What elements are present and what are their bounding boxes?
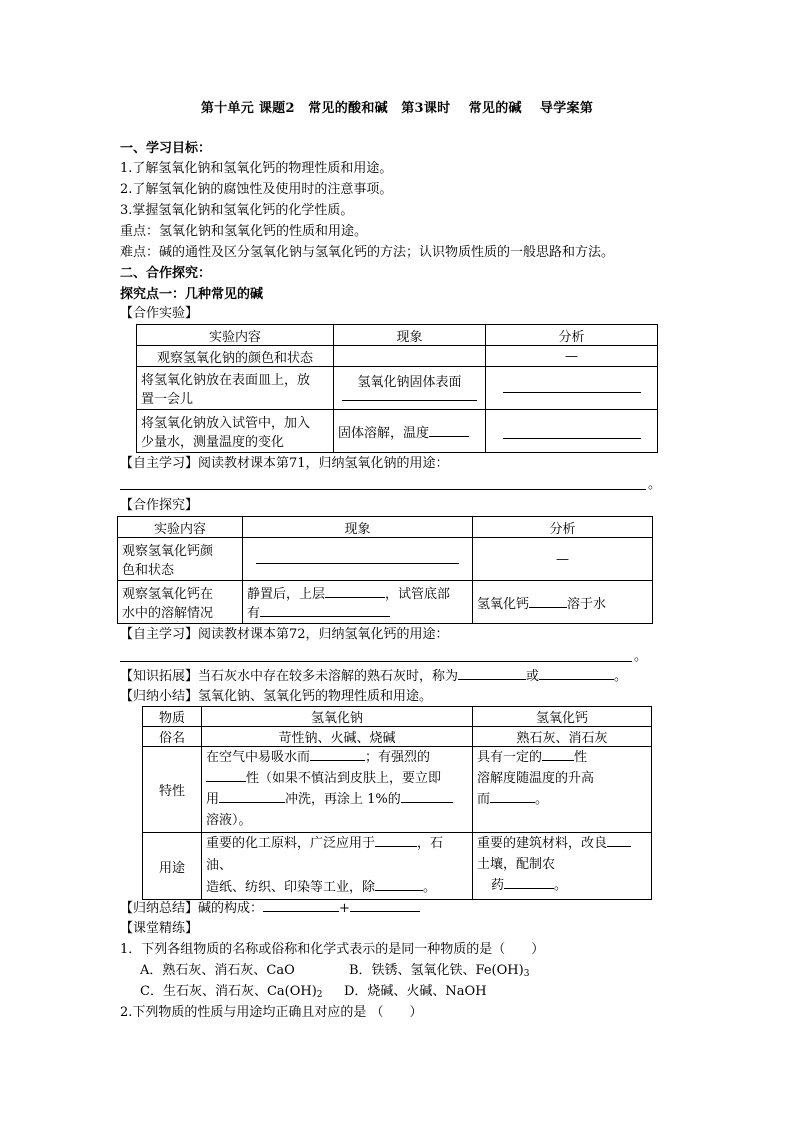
t1-r2-phenomenon (334, 367, 486, 410)
goal-item-3: 3.掌握氢氧化钠和氢氧化钙的化学性质。 (120, 203, 354, 218)
t3-prop-caoh (473, 747, 652, 833)
coop-experiment-label: 【合作实验】 (120, 306, 199, 321)
caoh-experiment-table (117, 516, 653, 624)
t3-use-naoh (202, 833, 473, 900)
t3-prop-label: 特性 (143, 747, 202, 833)
t3-prop-caoh-line3 (477, 789, 647, 810)
t2-header-content: 实验内容 (118, 517, 243, 538)
t3-use-caoh-text1: 重要的建筑材料，改良 (477, 836, 608, 851)
t1-r2-analysis (486, 367, 658, 410)
knowledge-blank-1 (458, 667, 526, 680)
t2-header-analysis: 分析 (473, 517, 653, 538)
t1-r3-content (137, 410, 334, 453)
t3-prop-naoh-text3: 性（如果不慎沾到皮肤上，要立即 (246, 771, 442, 786)
t3-prop-caoh-text4: 而 (477, 792, 491, 807)
difficulty: 难点：碱的通性及区分氢氧化钠与氢氧化钙的方法；认识物质性质的一般思路和方法。 (120, 245, 615, 260)
t1-r3-phenomenon (334, 410, 486, 453)
t3-use-naoh-text1: 重要的化工原料，广泛应用于 (206, 836, 376, 851)
t3-prop-caoh-text1: 具有一定的 (477, 750, 543, 765)
goal-item-1: 1.了解氢氧化钠和氢氧化钙的物理性质和用途。 (120, 161, 393, 176)
t3-prop-naoh-line3 (206, 789, 468, 810)
t2-r1-phenomenon-blank (256, 549, 459, 564)
t3-prop-naoh-text2: ；有强烈的 (365, 750, 431, 765)
q1-stem: 1．下列各组物质的名称或俗称和化学式表示的是同一种物质的是（ ） (120, 942, 545, 957)
t2-header-phenomenon: 现象 (243, 517, 473, 538)
t3-use-caoh-blank1 (607, 834, 631, 847)
t2-r2-bottom-blank (260, 604, 390, 617)
t1-r2-analysis-blank (503, 378, 641, 393)
t2-r1-content (118, 538, 243, 581)
q1-option-d: D．烧碱、火碱、NaOH (344, 984, 487, 999)
practice-label: 【课堂精练】 (120, 921, 199, 936)
t2-r2-phenomenon-part2: ，试管底部 (385, 587, 451, 602)
t2-r2-analysis-part1: 氢氧化钙 (477, 596, 530, 612)
base-comp-plus: + (339, 901, 350, 916)
t1-r1-content: 观察氢氧化钠的颜色和状态 (137, 346, 334, 367)
t1-r2-phenomenon-blank (342, 390, 477, 401)
self-study-caoh: 【自主学习】阅读教材课本第72，归纳氢氧化钙的用途： (120, 627, 449, 642)
base-composition (120, 899, 420, 918)
t3-use-naoh-blank2 (375, 878, 423, 891)
t3-prop-naoh-blank2 (206, 769, 246, 782)
t3-header-substance: 物质 (143, 707, 202, 727)
q1-option-c (140, 983, 323, 1004)
caoh-use-period: 。 (634, 649, 648, 664)
naoh-experiment-table (136, 324, 658, 453)
knowledge-period: 。 (614, 669, 628, 684)
t2-r1-content-line1: 观察氢氧化钙颜 (122, 544, 214, 559)
t1-r1-phenomenon (334, 346, 486, 367)
t3-prop-caoh-line1 (477, 747, 647, 768)
t3-use-naoh-text3: 造纸、纺织、印染等工业，除 (206, 880, 376, 895)
t1-r2-content-line1: 将氢氧化钠放在表面皿上，放 (141, 373, 311, 388)
t2-r2-analysis (473, 581, 653, 624)
t3-prop-naoh-text4: 用 (206, 792, 220, 807)
knowledge-or: 或 (526, 669, 540, 684)
t3-use-label: 用途 (143, 833, 202, 900)
caoh-use-blank (120, 660, 632, 662)
t3-prop-caoh-line2: 溶解度随温度的升高 (477, 771, 595, 786)
t3-alias-naoh: 苛性钠、火碱、烧碱 (202, 727, 473, 747)
t3-prop-naoh-line4: 溶液）。 (206, 813, 252, 828)
t2-r2-content (118, 581, 243, 624)
coop-explore-label: 【合作探究】 (120, 498, 199, 513)
t3-use-naoh-text4: 。 (423, 880, 437, 895)
t3-prop-naoh-line2 (206, 768, 468, 789)
t1-r3-content-line2: 少量水，测量温度的变化 (141, 435, 285, 450)
t3-use-caoh (473, 833, 652, 900)
base-comp-blank-2 (350, 899, 420, 912)
t3-prop-caoh-text2: 性 (574, 750, 588, 765)
t1-r3-content-line1: 将氢氧化钠放入试管中，加入 (141, 416, 311, 431)
goal-item-2: 2.了解氢氧化钠的腐蚀性及使用时的注意事项。 (120, 182, 393, 197)
t1-r3-analysis-blank (503, 424, 641, 439)
t3-prop-caoh-text5: 。 (535, 792, 549, 807)
knowledge-blank-2 (539, 667, 614, 680)
t2-r2-analysis-part2: 溶于水 (567, 596, 607, 612)
t3-prop-naoh-line1 (206, 747, 468, 768)
t3-prop-naoh-blank3 (219, 790, 285, 803)
t3-use-caoh-text3: 药 (491, 878, 505, 893)
summary-label: 【归纳小结】氢氧化钠、氢氧化钙的物理性质和用途。 (120, 689, 433, 704)
t3-use-caoh-text4: 。 (554, 878, 568, 893)
t2-r2-phenomenon-part3: 有 (247, 606, 261, 621)
goals-heading: 一、学习目标： (120, 141, 212, 156)
t1-r1-analysis: — (486, 346, 658, 367)
t3-header-caoh: 氢氧化钙 (473, 707, 652, 727)
t1-header-content: 实验内容 (137, 325, 334, 346)
t2-r2-content-line2: 水中的溶解情况 (122, 606, 214, 621)
q1-option-c-sub: 2 (316, 990, 323, 1000)
t3-use-naoh-line2 (206, 877, 468, 899)
q1-option-b-text: B．铁锈、氢氧化铁、Fe(OH) (349, 963, 524, 978)
t3-use-caoh-blank2 (504, 876, 554, 889)
knowledge-text: 【知识拓展】当石灰水中存在较多未溶解的熟石灰时，称为 (120, 669, 459, 684)
t1-r3-temp-blank (429, 424, 469, 437)
t3-prop-naoh (202, 747, 473, 833)
t2-r2-phenomenon-line1 (247, 583, 468, 602)
t3-use-naoh-blank1 (375, 834, 417, 847)
t3-use-caoh-line1 (477, 833, 647, 854)
t2-r1-content-line2: 色和状态 (122, 563, 175, 578)
t2-r2-content-line1: 观察氢氧化钙在 (122, 587, 214, 602)
t1-header-phenomenon: 现象 (334, 325, 486, 346)
base-comp-blank-1 (263, 899, 339, 912)
self-study-naoh: 【自主学习】阅读教材课本第71，归纳氢氧化钠的用途： (120, 456, 449, 471)
t1-r2-content (137, 367, 334, 410)
t3-prop-naoh-text1: 在空气中易吸水而 (206, 750, 311, 765)
naoh-use-blank (120, 488, 646, 490)
t2-r2-phenomenon (243, 581, 473, 624)
t1-r2-phenomenon-text: 氢氧化钠固体表面 (357, 375, 462, 390)
t3-prop-caoh-blank1 (542, 748, 574, 761)
t3-prop-caoh-blank2 (490, 790, 535, 803)
t2-r2-phenomenon-line2 (247, 602, 468, 621)
t3-prop-naoh-text5: 冲洗，再涂上 1%的 (285, 792, 401, 807)
t3-prop-naoh-blank4 (401, 790, 453, 803)
page-title: 第十单元 课题2 常见的酸和碱 第3课时 常见的碱 导学案第 (200, 101, 594, 116)
t3-use-caoh-line3 (477, 875, 647, 896)
t2-r2-phenomenon-part1: 静置后，上层 (247, 587, 326, 602)
q1-option-a: A．熟石灰、消石灰、CaO (140, 963, 295, 978)
knowledge-extension (120, 667, 627, 686)
explore-point-1: 探究点一：几种常见的碱 (120, 287, 264, 302)
t1-r3-phenomenon-text: 固体溶解，温度 (338, 425, 430, 441)
t2-r1-analysis: — (473, 538, 653, 581)
t2-r2-analysis-blank (529, 595, 567, 608)
t1-header-analysis: 分析 (486, 325, 658, 346)
t3-use-caoh-line2: 土壤，配制农 (477, 857, 556, 872)
coop-heading: 二、合作探究： (120, 266, 212, 281)
t2-r1-phenomenon (243, 538, 473, 581)
t3-use-naoh-line1 (206, 833, 468, 877)
q1-option-b (349, 962, 529, 983)
t3-alias-label: 俗名 (143, 727, 202, 747)
t3-prop-naoh-blank1 (310, 748, 365, 761)
q2-stem: 2.下列物质的性质与用途均正确且对应的是 （ ） (120, 1005, 423, 1020)
t1-r2-content-line2: 置一会儿 (141, 392, 194, 407)
base-comp-text: 【归纳总结】碱的构成： (120, 901, 264, 916)
properties-table (142, 706, 652, 900)
naoh-use-period: 。 (648, 477, 662, 492)
t3-alias-caoh: 熟石灰、消石灰 (473, 727, 652, 747)
t1-r3-analysis (486, 410, 658, 453)
key-point: 重点：氢氧化钠和氢氧化钙的性质和用途。 (120, 224, 368, 239)
q1-option-b-sub: 3 (523, 969, 530, 979)
t2-r2-upper-blank (325, 585, 385, 598)
q1-option-c-text: C．生石灰、消石灰、Ca(OH) (140, 984, 317, 999)
t3-use-naoh-text2: ，石油、 (206, 836, 444, 873)
t3-header-naoh: 氢氧化钠 (202, 707, 473, 727)
